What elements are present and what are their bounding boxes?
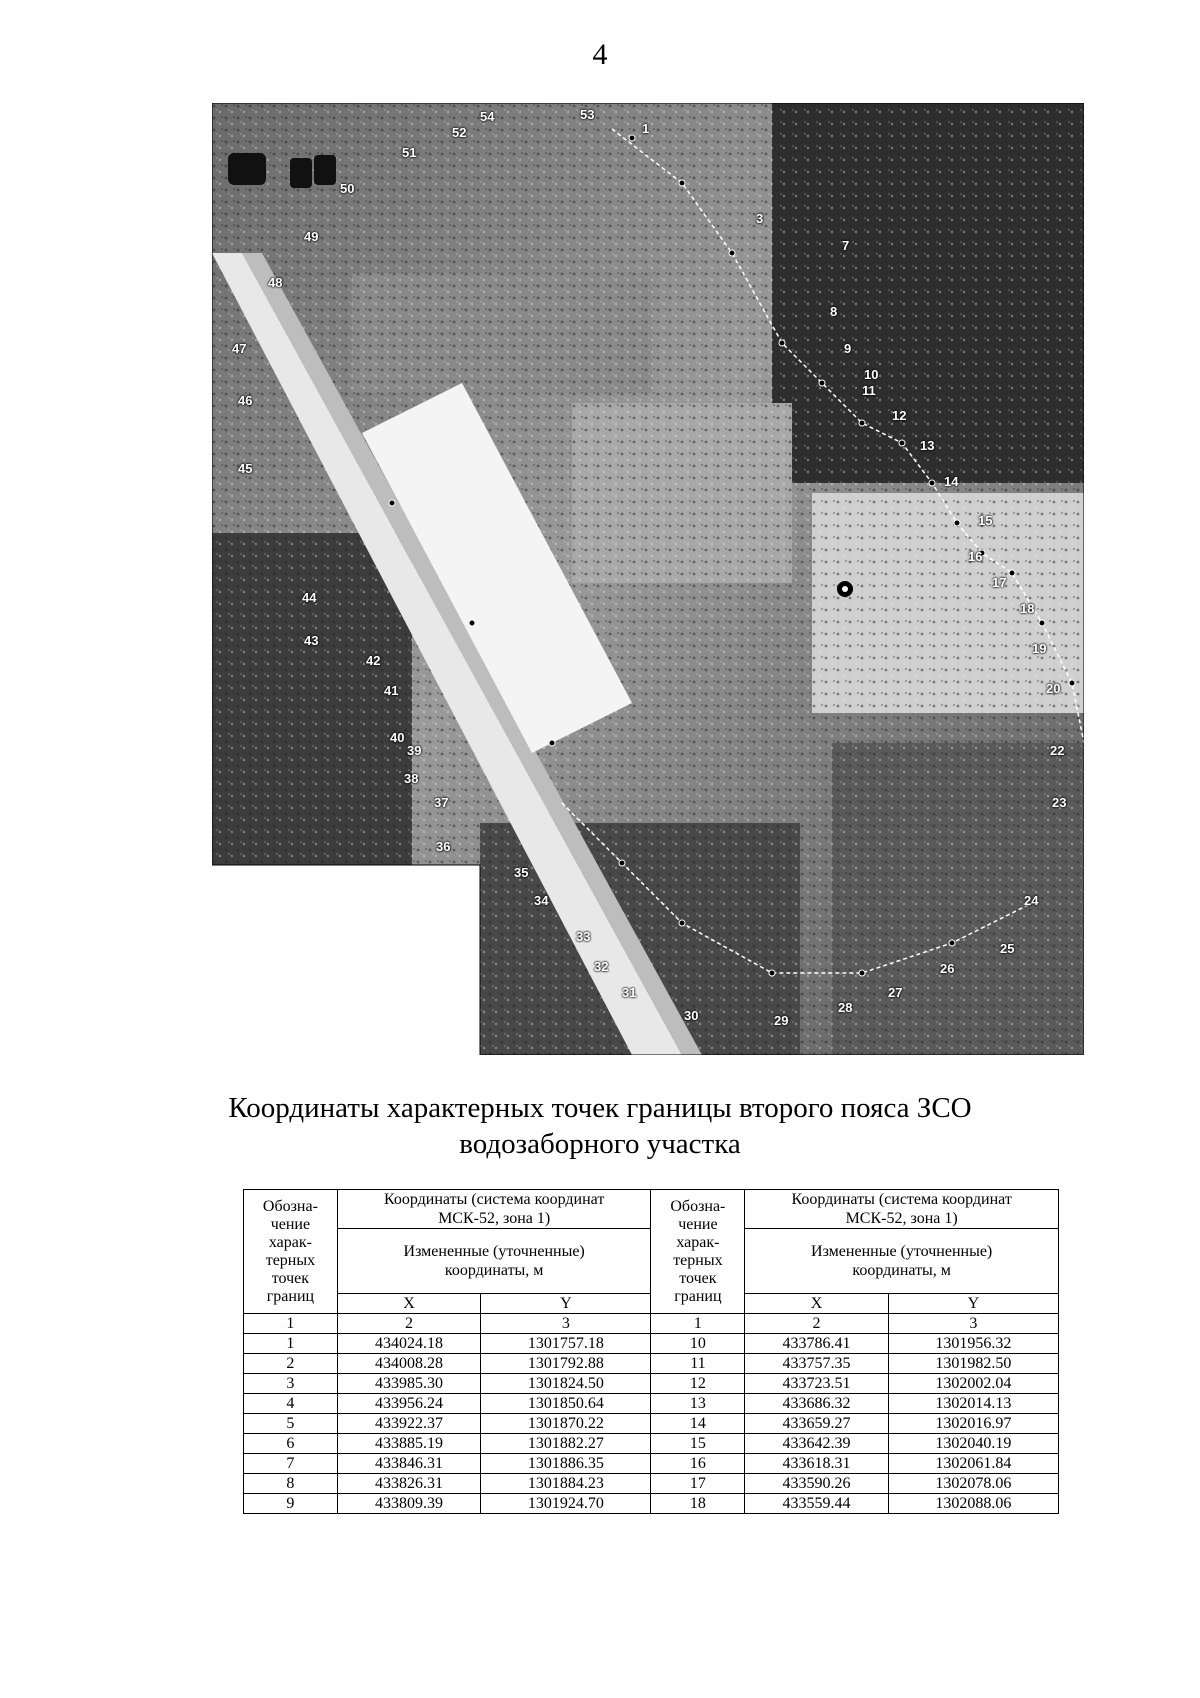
map-point-label: 14 — [944, 474, 959, 489]
col-header-y: Y — [481, 1294, 651, 1314]
map-point-label: 40 — [390, 730, 405, 745]
x-coordinate-cell: 433786.41 — [745, 1334, 888, 1354]
point-id-cell: 10 — [651, 1334, 745, 1354]
map-point-label: 23 — [1052, 795, 1067, 810]
y-coordinate-cell: 1301757.18 — [481, 1334, 651, 1354]
point-id-cell: 14 — [651, 1414, 745, 1434]
y-coordinate-cell: 1301886.35 — [481, 1454, 651, 1474]
point-id-cell: 2 — [244, 1354, 338, 1374]
y-coordinate-cell: 1301882.27 — [481, 1434, 651, 1454]
y-coordinate-cell: 1302078.06 — [888, 1474, 1058, 1494]
col-header-changed: Измененные (уточненные) координаты, м — [337, 1229, 651, 1294]
x-coordinate-cell: 433686.32 — [745, 1394, 888, 1414]
column-number: 1 — [244, 1314, 338, 1334]
map-point-label: 30 — [684, 1008, 699, 1023]
aerial-photo-map — [212, 103, 1084, 1055]
y-coordinate-cell: 1302014.13 — [888, 1394, 1058, 1414]
map-point-label: 39 — [407, 743, 422, 758]
map-point-label: 48 — [268, 275, 283, 290]
x-coordinate-cell: 434008.28 — [337, 1354, 480, 1374]
map-point-label: 53 — [580, 107, 595, 122]
table-row — [244, 1434, 1059, 1454]
table-header-row — [244, 1190, 1059, 1229]
map-point-label: 27 — [888, 985, 903, 1000]
map-point-label: 36 — [436, 839, 451, 854]
col-header-y: Y — [888, 1294, 1058, 1314]
heading-line-2: водозаборного участка — [459, 1128, 741, 1160]
map-point-label: 38 — [404, 771, 419, 786]
point-id-cell: 4 — [244, 1394, 338, 1414]
x-coordinate-cell: 433809.39 — [337, 1494, 480, 1514]
point-id-cell: 15 — [651, 1434, 745, 1454]
column-number: 2 — [745, 1314, 888, 1334]
table-row — [244, 1414, 1059, 1434]
map-point-label: 45 — [238, 461, 253, 476]
y-coordinate-cell: 1302002.04 — [888, 1374, 1058, 1394]
heading-line-1: Координаты характерных точек границы второго пояса ЗСО — [228, 1092, 972, 1124]
map-point-label: 54 — [480, 109, 495, 124]
x-coordinate-cell: 433826.31 — [337, 1474, 480, 1494]
y-coordinate-cell: 1301792.88 — [481, 1354, 651, 1374]
map-point-label: 33 — [576, 929, 591, 944]
y-coordinate-cell: 1301824.50 — [481, 1374, 651, 1394]
x-coordinate-cell: 433985.30 — [337, 1374, 480, 1394]
y-coordinate-cell: 1301850.64 — [481, 1394, 651, 1414]
x-coordinate-cell: 433922.37 — [337, 1414, 480, 1434]
y-coordinate-cell: 1302016.97 — [888, 1414, 1058, 1434]
map-point-label: 15 — [978, 513, 993, 528]
map-point-label: 52 — [452, 125, 467, 140]
x-coordinate-cell: 433956.24 — [337, 1394, 480, 1414]
y-coordinate-cell: 1302040.19 — [888, 1434, 1058, 1454]
map-point-label: 3 — [756, 211, 764, 226]
table-row — [244, 1334, 1059, 1354]
point-id-cell: 7 — [244, 1454, 338, 1474]
map-point-label: 17 — [992, 575, 1007, 590]
point-id-cell: 9 — [244, 1494, 338, 1514]
table-heading — [0, 1090, 1200, 1162]
y-coordinate-cell: 1302061.84 — [888, 1454, 1058, 1474]
col-header-x: X — [745, 1294, 888, 1314]
map-point-label: 10 — [864, 367, 879, 382]
map-point-label: 26 — [940, 961, 955, 976]
col-header-coords: Координаты (система координат МСК-52, зона 1) — [745, 1190, 1059, 1229]
point-id-cell: 3 — [244, 1374, 338, 1394]
map-point-label: 43 — [304, 633, 319, 648]
map-point-label: 1 — [642, 121, 650, 136]
table-row — [244, 1494, 1059, 1514]
x-coordinate-cell: 433618.31 — [745, 1454, 888, 1474]
map-point-label: 34 — [534, 893, 549, 908]
table-row — [244, 1454, 1059, 1474]
y-coordinate-cell: 1301870.22 — [481, 1414, 651, 1434]
point-id-cell: 6 — [244, 1434, 338, 1454]
point-id-cell: 12 — [651, 1374, 745, 1394]
map-point-label: 12 — [892, 408, 907, 423]
column-number: 3 — [888, 1314, 1058, 1334]
point-id-cell: 1 — [244, 1334, 338, 1354]
coordinates-table — [243, 1189, 1059, 1514]
map-point-label: 41 — [384, 683, 399, 698]
col-header-point-id: Обозна- чение харак- терных точек границ — [651, 1190, 745, 1314]
map-point-label: 18 — [1020, 601, 1035, 616]
y-coordinate-cell: 1301982.50 — [888, 1354, 1058, 1374]
point-id-cell: 16 — [651, 1454, 745, 1474]
table-row — [244, 1394, 1059, 1414]
table-row — [244, 1354, 1059, 1374]
x-coordinate-cell: 434024.18 — [337, 1334, 480, 1354]
map-point-label: 22 — [1050, 743, 1065, 758]
x-coordinate-cell: 433885.19 — [337, 1434, 480, 1454]
y-coordinate-cell: 1301924.70 — [481, 1494, 651, 1514]
map-point-label: 7 — [842, 238, 850, 253]
col-header-point-id: Обозна- чение харак- терных точек границ — [244, 1190, 338, 1314]
point-id-cell: 13 — [651, 1394, 745, 1414]
y-coordinate-cell: 1302088.06 — [888, 1494, 1058, 1514]
map-point-label: 42 — [366, 653, 381, 668]
map-point-label: 51 — [402, 145, 417, 160]
x-coordinate-cell: 433723.51 — [745, 1374, 888, 1394]
map-point-label: 35 — [514, 865, 529, 880]
col-header-changed: Измененные (уточненные) координаты, м — [745, 1229, 1059, 1294]
column-number: 3 — [481, 1314, 651, 1334]
map-point-label: 9 — [844, 341, 852, 356]
x-coordinate-cell: 433757.35 — [745, 1354, 888, 1374]
map-point-label: 13 — [920, 438, 935, 453]
point-id-cell: 17 — [651, 1474, 745, 1494]
point-id-cell: 11 — [651, 1354, 745, 1374]
map-image — [212, 103, 1084, 1055]
map-point-label: 32 — [594, 959, 609, 974]
column-number-row — [244, 1314, 1059, 1334]
map-point-label: 44 — [302, 590, 317, 605]
x-coordinate-cell: 433590.26 — [745, 1474, 888, 1494]
x-coordinate-cell: 433846.31 — [337, 1454, 480, 1474]
page-number: 4 — [592, 38, 608, 71]
point-id-cell: 5 — [244, 1414, 338, 1434]
y-coordinate-cell: 1301956.32 — [888, 1334, 1058, 1354]
map-point-label: 25 — [1000, 941, 1015, 956]
map-point-label: 47 — [232, 341, 247, 356]
column-number: 2 — [337, 1314, 480, 1334]
x-coordinate-cell: 433559.44 — [745, 1494, 888, 1514]
map-point-label: 11 — [862, 383, 876, 398]
map-point-label: 29 — [774, 1013, 789, 1028]
map-point-label: 28 — [838, 1000, 853, 1015]
table-row — [244, 1374, 1059, 1394]
column-number: 1 — [651, 1314, 745, 1334]
map-point-label: 19 — [1032, 641, 1047, 656]
map-point-label: 31 — [622, 985, 637, 1000]
x-coordinate-cell: 433659.27 — [745, 1414, 888, 1434]
map-point-label: 8 — [830, 304, 838, 319]
map-point-label: 20 — [1046, 681, 1061, 696]
map-point-label: 50 — [340, 181, 355, 196]
y-coordinate-cell: 1301884.23 — [481, 1474, 651, 1494]
x-coordinate-cell: 433642.39 — [745, 1434, 888, 1454]
map-point-label: 24 — [1024, 893, 1039, 908]
col-header-x: X — [337, 1294, 480, 1314]
point-id-cell: 18 — [651, 1494, 745, 1514]
map-point-label: 46 — [238, 393, 253, 408]
table-row — [244, 1474, 1059, 1494]
map-point-label: 16 — [968, 549, 983, 564]
map-point-label: 49 — [304, 229, 319, 244]
col-header-coords: Координаты (система координат МСК-52, зона 1) — [337, 1190, 651, 1229]
point-id-cell: 8 — [244, 1474, 338, 1494]
map-point-label: 37 — [434, 795, 449, 810]
